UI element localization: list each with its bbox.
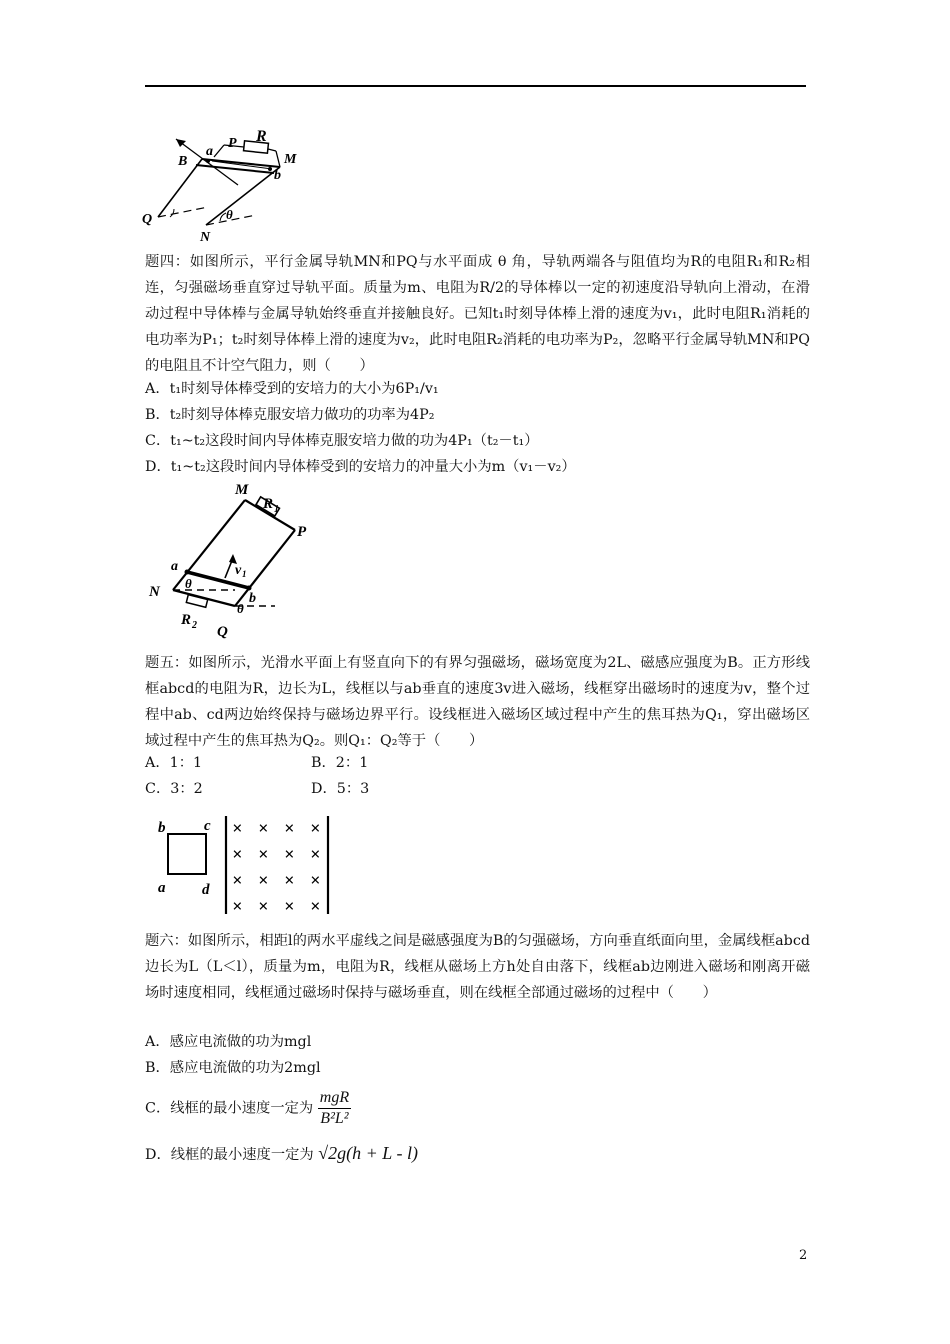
fig2-label-Q: Q — [217, 624, 228, 640]
field-cross-2-3: × — [310, 870, 321, 890]
field-cross-2-2: × — [284, 870, 295, 890]
field-cross-0-3: × — [310, 818, 321, 838]
fig1-label-R: R — [256, 128, 267, 145]
q6-option-d-expression: √2g(h + L - l) — [318, 1143, 418, 1163]
q6-option-a: A．感应电流做的功为mgl — [145, 1034, 312, 1050]
fig1-label-a: a — [206, 144, 213, 159]
q5-fig-label-a: a — [158, 880, 166, 896]
q6-option-d-prefix: D．线框的最小速度一定为 — [145, 1147, 314, 1163]
q6-option-b: B．感应电流做的功为2mgl — [145, 1060, 321, 1076]
q6-option-c-denominator: B²L² — [320, 1110, 349, 1127]
field-cross-0-0: × — [232, 818, 243, 838]
fig2-label-a: a — [171, 559, 178, 574]
q4-figure-1 — [140, 125, 320, 245]
q5-option-a: A．1：1 — [145, 755, 203, 771]
fig2-label-R2-sub: 2 — [192, 620, 197, 631]
q5-fig-label-c: c — [204, 818, 211, 834]
q6-question: 题六：如图所示，相距l的两水平虚线之间是磁感强度为B的匀强磁场，方向垂直纸面向里，金属线框abcd边长为L（L＜l），质量为m，电阻为R，线框从磁场上方h处自由落下，线框ab边刚进入磁场和刚离开磁场时速度相同，线框通过磁场时保持与磁场垂直，则在线框全部通过磁场的过程中（ ） — [145, 933, 810, 1001]
q5-question: 题五：如图所示，光滑水平面上有竖直向下的有界匀强磁场，磁场宽度为2L、磁感应强度为B。正方形线框abcd的电阻为R，边长为L，线框以与ab垂直的速度3v进入磁场，线框穿出磁场时的速度为v，整个过程中ab、cd两边始终保持与磁场边界平行。设线框进入磁场区域过程中产生的焦耳热为Q₁，穿出磁场区域过程中产生的焦耳热为Q₂。则Q₁：Q₂等于（ ） — [145, 655, 810, 749]
fig1-label-M: M — [284, 152, 297, 167]
q4-figure-2 — [145, 478, 320, 643]
q4-option-b: B．t₂时刻导体棒克服安培力做功的功率为4P₂ — [145, 407, 435, 423]
q4-option-d: D．t₁~t₂这段时间内导体棒受到的安培力的冲量大小为m（v₁－v₂） — [145, 459, 576, 475]
field-cross-3-0: × — [232, 896, 243, 916]
field-cross-0-1: × — [258, 818, 269, 838]
q5-option-c: C．3：2 — [145, 781, 203, 797]
fig2-label-N: N — [149, 584, 160, 600]
fig1-label-B: B — [178, 154, 188, 169]
fig2-label-M: M — [235, 482, 249, 498]
q6-option-c-prefix: C．线框的最小速度一定为 — [145, 1100, 314, 1117]
q5-fig-label-b: b — [158, 820, 166, 836]
field-cross-3-2: × — [284, 896, 295, 916]
q5-option-d: D．5：3 — [311, 781, 370, 797]
field-cross-0-2: × — [284, 818, 295, 838]
fig2-label-theta1: θ — [185, 576, 192, 591]
fig1-label-Q: Q — [142, 212, 153, 227]
fig2-label-R2: R — [181, 612, 192, 628]
q5-option-b: B．2：1 — [311, 755, 369, 771]
fig1-label-N: N — [200, 230, 211, 245]
q4-question: 题四：如图所示，平行金属导轨MN和PQ与水平面成 θ 角，导轨两端各与阻值均为R的电阻R₁和R₂相连，匀强磁场垂直穿过导轨平面。质量为m、电阻为R/2的导体棒以一定的初速度沿导轨向上滑动，在滑动过程中导体棒与金属导轨始终垂直并接触良好。已知t₁时刻导体棒上滑的速度为v₁，此时电阻R₁消耗的电功率为P₁；t₂时刻导体棒上滑的速度为v₂，此时电阻R₂消耗的电功率为P₂，忽略平行金属导轨MN和PQ的电阻且不计空气阻力，则（ ） — [145, 254, 810, 374]
page-number: 2 — [799, 1248, 808, 1263]
field-cross-3-3: × — [310, 896, 321, 916]
field-cross-3-1: × — [258, 896, 269, 916]
q5-figure — [150, 810, 340, 920]
fig1-label-b: b — [274, 168, 281, 183]
field-cross-1-3: × — [310, 844, 321, 864]
header-rule — [145, 85, 806, 87]
fig2-label-theta2: θ — [237, 601, 244, 616]
fig2-label-v1-sub: 1 — [242, 569, 247, 579]
q4-option-c: C．t₁~t₂这段时间内导体棒克服安培力做的功为4P₁（t₂－t₁） — [145, 433, 539, 449]
q6-option-c — [145, 1088, 351, 1129]
fig2-label-R1: R — [263, 496, 274, 512]
field-cross-2-0: × — [232, 870, 243, 890]
q6-option-d — [145, 1143, 418, 1165]
q6-option-c-numerator: mgR — [318, 1088, 351, 1109]
q4-option-a: A．t₁时刻导体棒受到的安培力的大小为6P₁/v₁ — [145, 381, 439, 397]
fig2-label-R1-sub: 1 — [274, 504, 279, 515]
field-cross-1-1: × — [258, 844, 269, 864]
q5-fig-label-d: d — [202, 882, 210, 898]
fig1-label-theta: θ — [226, 207, 233, 222]
field-cross-2-1: × — [258, 870, 269, 890]
q6-option-c-fraction — [318, 1088, 351, 1129]
fig2-label-v1: v — [235, 563, 242, 578]
fig2-label-b: b — [249, 591, 256, 606]
fig2-label-P: P — [297, 524, 307, 540]
field-cross-1-2: × — [284, 844, 295, 864]
fig1-label-P: P — [228, 136, 237, 151]
field-cross-1-0: × — [232, 844, 243, 864]
